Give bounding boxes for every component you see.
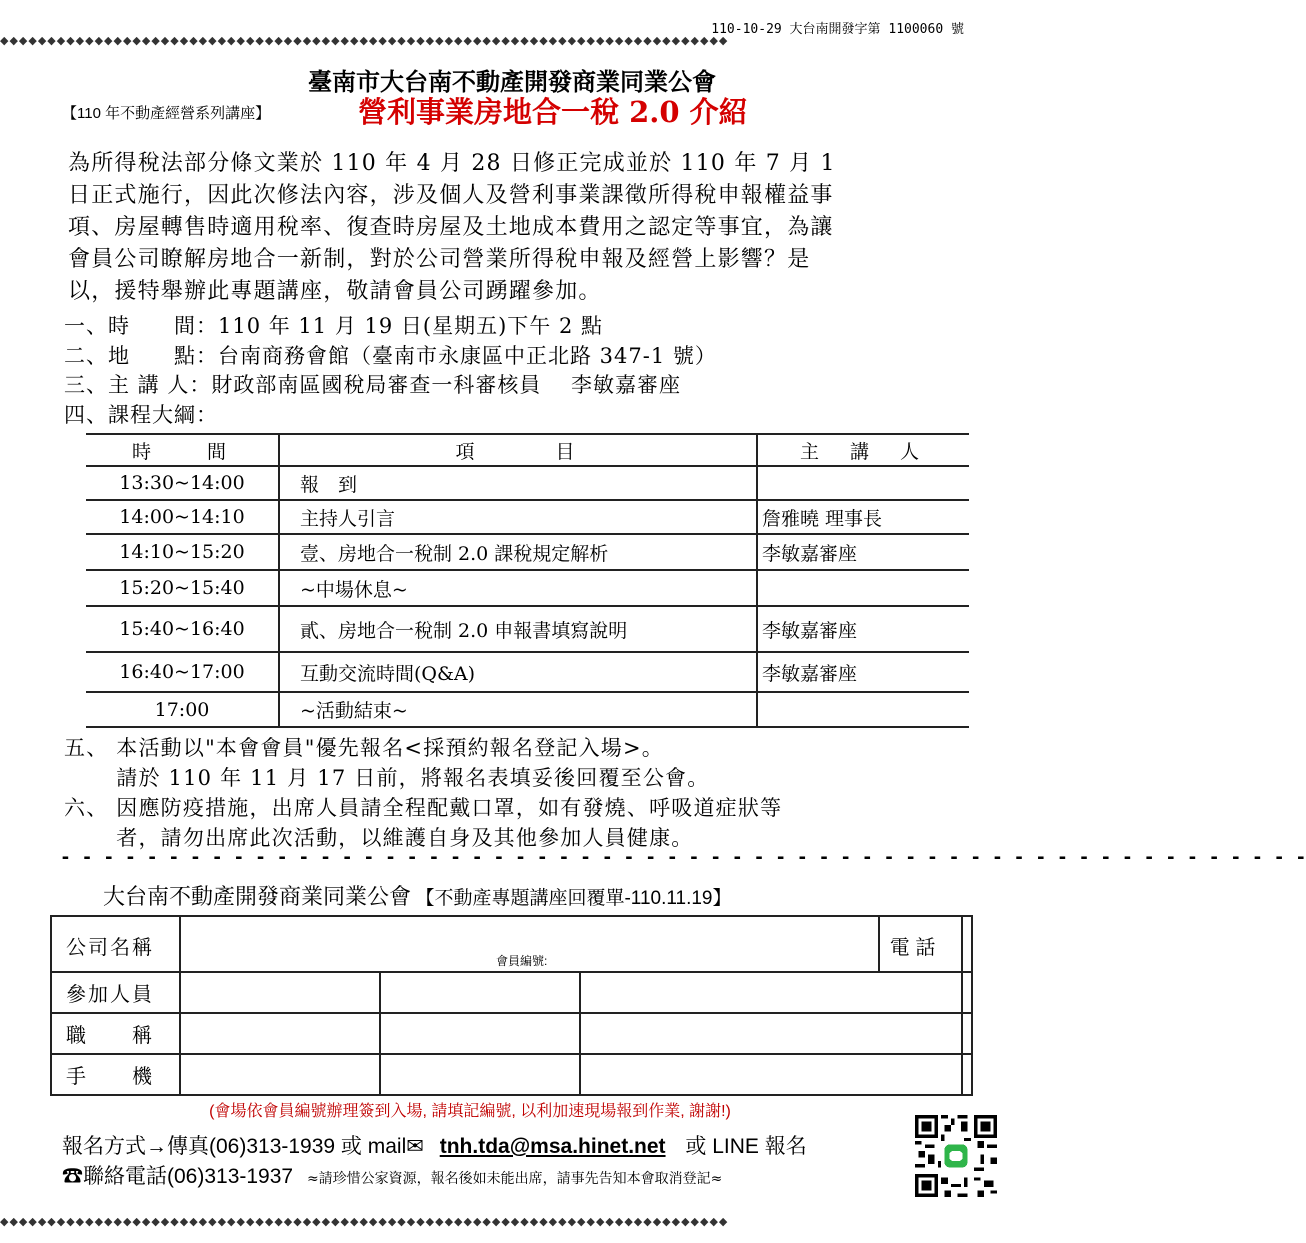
schedule-row [86,570,969,606]
row-time: 15:20~15:40 [86,570,279,606]
row-time: 13:30~14:00 [86,466,279,500]
attendee-field[interactable] [180,972,380,1013]
header-time: 時 間 [86,434,279,466]
reply-form [50,915,973,1096]
cut-line-divider: - - - - - - - - - - - - - - - - - - - - - - - - - - - - - - - - - - - - - - - - - - - - - - - - - - - - - - - - - - [60,847,1306,868]
schedule-row [86,466,969,500]
event-speaker: 三、主 講 人：財政部南區國稅局審查一科審核員 李敏嘉審座 [64,373,682,397]
job-title-label: 職 稱 [51,1013,180,1054]
row-item: 壹、房地合一稅制 2.0 課稅規定解析 [279,534,757,570]
organization-title: 臺南市大台南不動產開發商業同業公會 [308,68,716,96]
note-6-line-2: 者，請勿出席此次活動，以維護自身及其他參加人員健康。 [64,826,694,850]
row-time: 14:00~14:10 [86,500,279,534]
row-speaker: 李敏嘉審座 [757,652,969,692]
header-speaker: 主 講 人 [757,434,969,466]
phone-icon: ☎ [62,1165,83,1188]
intro-line: 為所得稅法部分條文業於 110 年 4 月 28 日修正完成並於 110 年 7 月 1 [68,151,836,176]
event-details [64,312,717,430]
job-title-field[interactable] [580,1013,962,1054]
attendee-field[interactable] [580,972,962,1013]
note-5-line-1: 五、 本活動以"本會會員"優先報名<採預約報名登記入場>。 [64,736,664,760]
intro-paragraph [68,148,958,308]
attendee-label: 參加人員 [51,972,180,1013]
row-item: 主持人引言 [279,500,757,534]
row-time: 17:00 [86,692,279,727]
intro-line: 日正式施行，因此次修法內容，涉及個人及營利事業課徵所得稅申報權益事 [68,183,834,208]
row-time: 15:40~16:40 [86,606,279,652]
row-item: 報 到 [279,466,757,500]
bottom-diamond-border: ◆◆◆◆◆◆◆◆◆◆◆◆◆◆◆◆◆◆◆◆◆◆◆◆◆◆◆◆◆◆◆◆◆◆◆◆◆◆◆◆◆◆◆◆◆◆◆◆◆◆◆◆◆◆◆◆◆◆◆◆◆◆◆◆◆◆◆◆◆◆◆◆◆◆◆◆◆ [0,1215,729,1228]
mobile-label: 手 機 [51,1054,180,1095]
mobile-field[interactable] [580,1054,962,1095]
attendee-field[interactable] [962,972,972,1013]
line-signup: 或 LINE 報名 [685,1135,807,1158]
mobile-field[interactable] [180,1054,380,1095]
intro-line: 以，援特舉辦此專題講座，敬請會員公司踴躍參加。 [68,279,602,304]
job-title-field[interactable] [380,1013,580,1054]
row-item: 貳、房地合一稅制 2.0 申報書填寫說明 [279,606,757,652]
email-link[interactable]: tnh.tda@msa.hinet.net [439,1135,666,1158]
schedule-row [86,606,969,652]
contact-info [62,1160,722,1190]
contact-phone: 聯絡電話(06)313-1937 [83,1165,294,1188]
reply-org-name: 大台南不動產開發商業同業公會 [103,884,412,909]
course-outline-label: 四、課程大綱： [64,402,218,427]
top-diamond-border: ◆◆◆◆◆◆◆◆◆◆◆◆◆◆◆◆◆◆◆◆◆◆◆◆◆◆◆◆◆◆◆◆◆◆◆◆◆◆◆◆◆◆◆◆◆◆◆◆◆◆◆◆◆◆◆◆◆◆◆◆◆◆◆◆◆◆◆◆◆◆◆◆◆◆◆◆◆ [0,34,729,47]
note-5-line-2: 請於 110 年 11 月 17 日前，將報名表填妥後回覆至公會。 [64,766,710,790]
main-title: 營利事業房地合一稅 2.0 介紹 [358,95,748,129]
row-speaker: 詹雅曉 理事長 [757,500,969,534]
signup-methods [62,1130,807,1160]
phone-field[interactable] [962,916,972,972]
row-item: 互動交流時間(Q&A) [279,652,757,692]
signup-prefix: 報名方式→傳真(06)313-1939 或 mail [62,1135,407,1158]
event-place: 二、地 點：台南商務會館（臺南市永康區中正北路 347-1 號） [64,343,717,368]
intro-line: 會員公司瞭解房地合一新制，對於公司營業所得稅申報及經營上影響？是 [68,247,811,272]
notes-section [64,733,782,853]
row-speaker [757,570,969,606]
row-time: 16:40~17:00 [86,652,279,692]
job-title-field[interactable] [180,1013,380,1054]
mobile-field[interactable] [962,1054,972,1095]
schedule-row [86,500,969,534]
event-time: 一、時 間：110 年 11 月 19 日(星期五)下午 2 點 [64,314,603,338]
document-number: 110-10-29 大台南開發字第 1100060 號 [711,22,964,37]
reply-form-subtitle: 【不動產專題講座回覆單-110.11.19】 [415,888,732,909]
job-title-field[interactable] [962,1013,972,1054]
schedule-row [86,534,969,570]
intro-line: 項、房屋轉售時適用稅率、復查時房屋及土地成本費用之認定等事宜，為讓 [68,215,834,240]
row-time: 14:10~15:20 [86,534,279,570]
schedule-row [86,692,969,727]
note-6-line-1: 六、 因應防疫措施，出席人員請全程配戴口罩，如有發燒、呼吸道症狀等 [64,796,783,820]
company-name-label: 公司名稱 [51,916,180,972]
row-item: ~活動結束~ [279,692,757,727]
series-label: 【110 年不動產經營系列講座】 [62,105,271,122]
phone-label: 電 話 [879,916,962,972]
line-qr-code[interactable] [915,1115,997,1197]
cancel-reminder: ≈請珍惜公家資源，報名後如未能出席，請事先告知本會取消登記≈ [306,1171,723,1187]
attendee-field[interactable] [380,972,580,1013]
mobile-field[interactable] [380,1054,580,1095]
schedule-table [86,433,969,728]
row-speaker [757,466,969,500]
row-speaker: 李敏嘉審座 [757,534,969,570]
checkin-note: (會場依會員編號辦理簽到入場, 請填記編號, 以利加速現場報到作業, 謝謝!) [209,1103,731,1120]
mail-icon: ✉ [406,1135,424,1158]
header-item: 項 目 [279,434,757,466]
reply-form-title [103,880,732,911]
row-speaker [757,692,969,727]
row-speaker: 李敏嘉審座 [757,606,969,652]
schedule-header-row [86,434,969,466]
member-number-label: 會員編號: [496,954,548,968]
row-item: ~中場休息~ [279,570,757,606]
schedule-row [86,652,969,692]
